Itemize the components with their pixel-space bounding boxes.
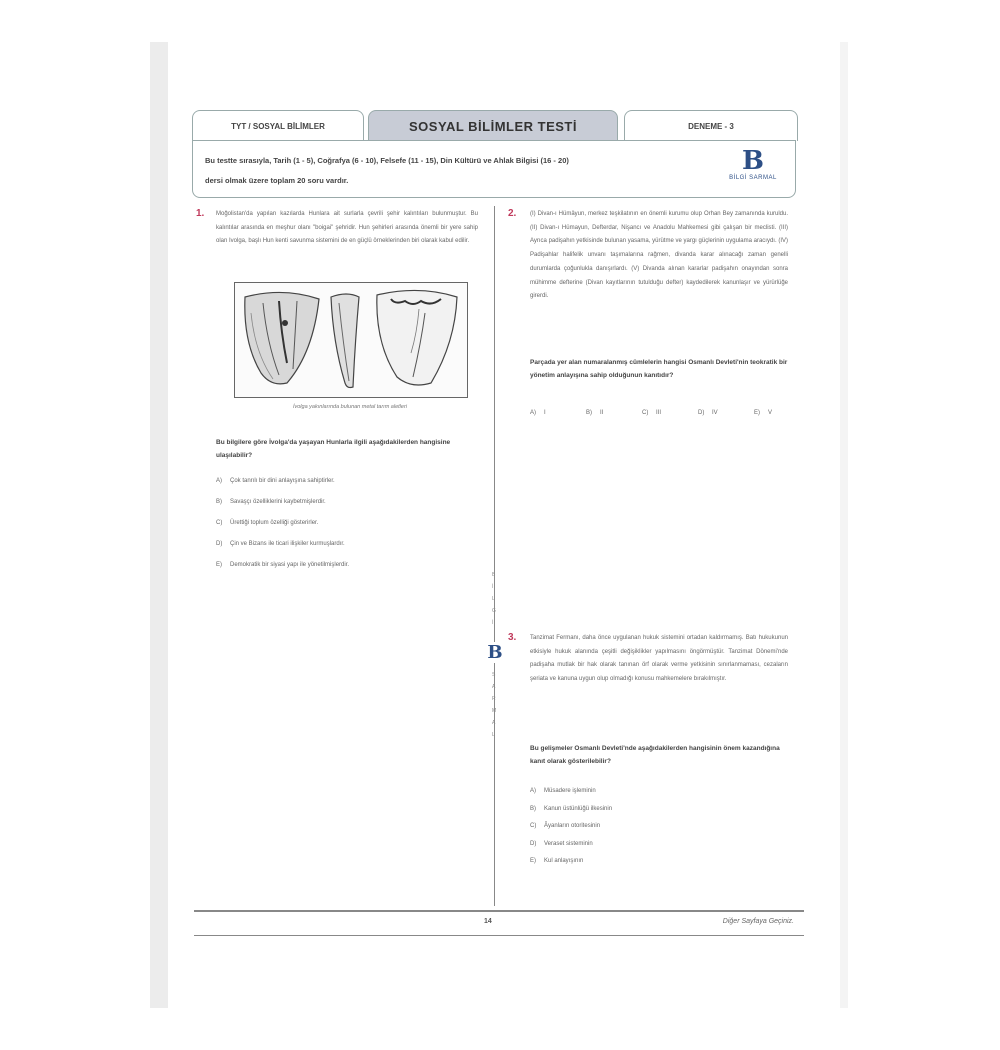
- answer-option-text: I: [544, 410, 546, 416]
- answer-option-text: III: [656, 410, 662, 416]
- question-3-number: 3.: [508, 632, 517, 643]
- divider-letter: İ: [492, 620, 494, 626]
- answer-option[interactable]: [216, 562, 478, 568]
- question-1-figure: [234, 282, 468, 398]
- tab-exam-number: DENEME - 3: [624, 110, 798, 141]
- question-3-text: Tanzimat Fermanı, daha önce uygulanan hukuk sistemini ortadan kaldırmamış. Batı hukukunun etkisiyle hukuk alanında çeşitli değişiklikler yapılmasını öngörmüştür. Tanzimat Dönemi'nde padişaha mutlak bir hak olarak tanınan örf olarak verme yetkisinin sınırlanmaması, cezaların şeriata ve kanuna uygun olup olmadığı konusu mahkemelere bırakılmıştır.: [530, 635, 788, 683]
- answer-option-letter: E): [530, 858, 536, 864]
- question-1-number: 1.: [196, 208, 205, 219]
- answer-option[interactable]: [216, 541, 478, 547]
- answer-option-letter: B): [530, 805, 536, 812]
- answer-option-text: Çok tanrılı bir dini anlayışına sahiptirler.: [230, 478, 335, 484]
- divider-letter: S: [492, 672, 496, 678]
- answer-option-letter: D): [216, 541, 223, 547]
- footer-rule-bottom: [194, 935, 804, 936]
- column-divider: [494, 206, 495, 906]
- divider-logo-icon: B: [480, 642, 510, 663]
- answer-option-letter: A): [530, 788, 536, 794]
- answer-option[interactable]: [698, 410, 718, 416]
- question-2-number: 2.: [508, 208, 517, 219]
- divider-letter: M: [492, 708, 497, 714]
- answer-option[interactable]: [216, 520, 478, 526]
- answer-option-text: V: [768, 410, 773, 416]
- answer-option[interactable]: [530, 823, 788, 829]
- answer-option-text: Demokratik bir siyasi yapı ile yönetilmişlerdir.: [230, 562, 350, 568]
- metal-tools-illustration: [235, 283, 467, 397]
- answer-option-letter: A): [530, 410, 536, 416]
- answer-option-text: II: [600, 410, 604, 416]
- answer-option[interactable]: [216, 478, 478, 484]
- answer-option-letter: B): [586, 410, 592, 416]
- page-number: 14: [484, 918, 492, 925]
- answer-option-letter: E): [216, 562, 222, 568]
- question-1-figure-caption: İvolga yakınlarında bulunan metal tarım aletleri: [292, 404, 408, 410]
- answer-option-letter: D): [530, 840, 537, 847]
- test-info-box: [192, 140, 796, 198]
- answer-option[interactable]: [586, 410, 603, 416]
- answer-option[interactable]: [754, 410, 772, 416]
- answer-option-letter: A): [216, 478, 222, 484]
- book-spine-shadow: [150, 42, 168, 1008]
- answer-option-text: Âyanların otoritesinin: [544, 823, 601, 829]
- tab-test-title: SOSYAL BİLİMLER TESTİ: [368, 110, 618, 141]
- answer-option-text: Çin ve Bizans ile ticari ilişkiler kurmuşlardır.: [230, 541, 345, 547]
- publisher-logo-icon: B: [742, 146, 764, 176]
- answer-option-text: Savaşçı özelliklerini kaybetmişlerdir.: [230, 499, 326, 505]
- footer-rule-top: [194, 910, 804, 912]
- divider-letter: İ: [492, 584, 494, 590]
- answer-option[interactable]: [530, 841, 788, 847]
- answer-option-letter: C): [530, 823, 537, 829]
- divider-letter: L: [492, 596, 495, 602]
- answer-option-text: Veraset sisteminin: [544, 840, 593, 847]
- test-info-line-2: dersi olmak üzere toplam 20 soru vardır.: [205, 176, 349, 185]
- test-info-text: [205, 151, 685, 191]
- test-info-line-1: Bu testte sırasıyla, Tarih (1 - 5), Coğrafya (6 - 10), Felsefe (11 - 15), Din Kültürü ve Ahlak Bilgisi (16 - 20): [205, 156, 569, 165]
- answer-option-letter: E): [754, 410, 760, 416]
- publisher-logo: [723, 147, 783, 181]
- answer-option-letter: B): [216, 499, 222, 505]
- divider-letter: A: [492, 684, 496, 690]
- divider-letter: A: [492, 720, 496, 726]
- question-2-text: (I) Divan-ı Hümâyun, merkez teşkilatının en önemli kurumu olup Orhan Bey zamanında kuruldu. (II) Divan-ı Hümayun, Defterdar, Nişancı ve Anadolu Mahkemesi gibi çalışan bir meclisti. (III) Ayrıca padişahın yetkisinde bulunan yasama, yürütme ve yargı güçlerinin uygulama aracıydı. (IV) Padişahlar halifelik unvanı taşımalarına rağmen, divanda karar alınacağı zaman genelli durumlarda çoğunlukla danışırlardı. (V) Divanda alınan kararlar padişahın onayından sonra mühimme defterine (Divan kayıtlarının tutulduğu defter) kaydedilerek kanunlaşır ve yürürlüğe girerdi.: [530, 211, 788, 300]
- answer-option-text: Kanun üstünlüğü ilkesinin: [544, 805, 613, 812]
- question-1-text: Moğolistan'da yapılan kazılarda Hunlara ait surlarla çevrili şehir kalıntıları bulunmuştur. Bu kalıntılar arasında en meşhur olanı "boigai" şehridir. Hun şehirleri arasında önemli bir yere sahip olan Ivolga, başlı Hun kenti savunma sistemini de en güçlü örneklerinden biri olarak kabul edilir.: [216, 211, 478, 245]
- answer-option-letter: D): [698, 410, 705, 416]
- answer-option[interactable]: [530, 858, 788, 864]
- answer-option-letter: C): [216, 520, 223, 526]
- answer-option[interactable]: [642, 410, 661, 416]
- question-3-prompt: Bu gelişmeler Osmanlı Devleti'nde aşağıdakilerden hangisinin önem kazandığına kanıt olarak gösterilebilir?: [530, 745, 780, 765]
- answer-option-text: Kul anlayışının: [544, 858, 584, 864]
- next-page-note: Diğer Sayfaya Geçiniz.: [722, 918, 794, 925]
- answer-option[interactable]: [530, 410, 546, 416]
- answer-option-letter: C): [642, 410, 649, 416]
- header-tabs: [192, 110, 796, 140]
- divider-letter: G: [492, 608, 496, 614]
- answer-option[interactable]: [530, 788, 788, 794]
- divider-letter: L: [492, 732, 495, 738]
- answer-option[interactable]: [216, 499, 478, 505]
- answer-option-text: Müsadere işleminin: [544, 788, 596, 794]
- divider-letter: B: [492, 572, 496, 578]
- exam-page: [168, 42, 840, 1008]
- publisher-logo-text: BİLGİ SARMAL: [729, 175, 777, 181]
- divider-letter: R: [492, 696, 496, 702]
- question-1-prompt: Bu bilgilere göre İvolga'da yaşayan Hunlarla ilgili aşağıdakilerden hangisine ulaşılabilir?: [216, 439, 451, 459]
- answer-option-text: Ürettiği toplum özelliği gösterirler.: [230, 520, 319, 526]
- question-2-prompt: Parçada yer alan numaralanmış cümlelerin hangisi Osmanlı Devleti'nin teokratik bir yönetim anlayışına sahip olduğunun kanıtıdır?: [530, 359, 788, 379]
- answer-option[interactable]: [530, 806, 788, 812]
- tab-subject: TYT / SOSYAL BİLİMLER: [192, 110, 364, 141]
- answer-option-text: IV: [712, 410, 718, 416]
- page-edge: [840, 42, 848, 1008]
